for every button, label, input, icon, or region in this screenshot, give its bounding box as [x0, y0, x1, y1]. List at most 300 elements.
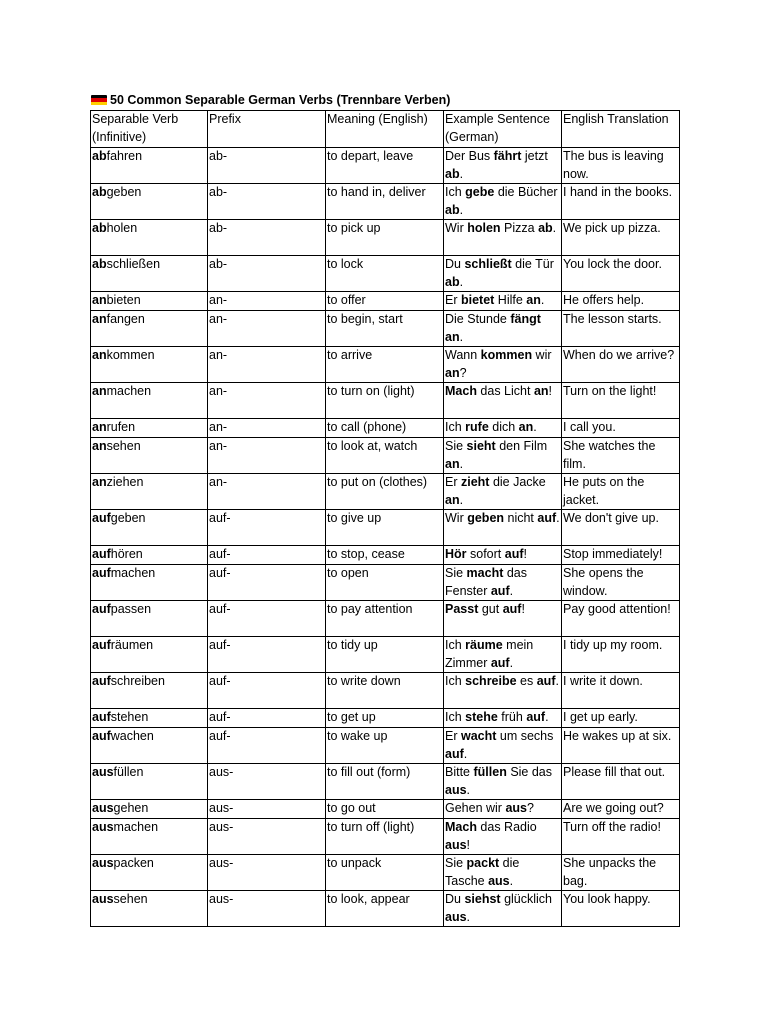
example-bold-word: schließt	[464, 257, 512, 271]
cell-prefix: an-	[208, 311, 326, 347]
example-bold-word: zieht	[460, 475, 490, 489]
example-text: .	[459, 202, 464, 217]
verb-prefix-bold: aus	[92, 856, 114, 870]
example-bold-word: Hör	[445, 547, 467, 561]
example-bold-word: aus	[488, 873, 510, 888]
verb-prefix-bold: ab	[92, 257, 107, 271]
table-row	[91, 474, 680, 510]
cell-verb	[91, 637, 208, 673]
table-body	[91, 148, 680, 927]
cell-example	[444, 819, 562, 855]
example-bold-word: an	[445, 365, 460, 380]
cell-verb	[91, 292, 208, 311]
cell-verb	[91, 709, 208, 728]
cell-verb	[91, 565, 208, 601]
table-row	[91, 673, 680, 709]
verb-stem: machen	[110, 566, 156, 580]
table-row	[91, 728, 680, 764]
cell-prefix: an-	[208, 438, 326, 474]
cell-verb	[91, 855, 208, 891]
cell-example	[444, 601, 562, 637]
table-row	[91, 347, 680, 383]
verb-prefix-bold: auf	[92, 638, 111, 652]
example-text: Hilfe	[494, 293, 527, 307]
example-text: Ich	[445, 185, 466, 199]
table-row	[91, 220, 680, 256]
cell-translation: Stop immediately!	[562, 546, 680, 565]
example-bold-word: aus	[445, 909, 467, 924]
example-text: .	[459, 329, 464, 344]
example-bold-word: auf	[490, 583, 510, 598]
verb-stem: geben	[110, 511, 146, 525]
example-bold-word: siehst	[464, 892, 501, 906]
table-row	[91, 891, 680, 927]
cell-meaning: to get up	[326, 709, 444, 728]
example-text: dich	[488, 420, 519, 434]
cell-verb	[91, 474, 208, 510]
example-text: !	[466, 837, 471, 852]
cell-verb	[91, 819, 208, 855]
example-text: .	[459, 166, 464, 181]
header-prefix: Prefix	[208, 111, 326, 148]
table-row	[91, 419, 680, 438]
cell-prefix: auf-	[208, 637, 326, 673]
example-text: Ich	[445, 674, 466, 688]
table-row	[91, 709, 680, 728]
example-text: den Film	[495, 439, 548, 453]
example-text: .	[533, 420, 537, 434]
header-meaning: Meaning (English)	[326, 111, 444, 148]
table-row	[91, 292, 680, 311]
cell-example	[444, 419, 562, 438]
table-header-row	[91, 111, 680, 148]
example-text: Ich	[445, 710, 466, 724]
table-row	[91, 800, 680, 819]
cell-example	[444, 383, 562, 419]
example-bold-word: auf	[537, 511, 557, 525]
example-bold-word: gebe	[465, 185, 495, 199]
cell-meaning: to fill out (form)	[326, 764, 444, 800]
header-example: Example Sentence (German)	[444, 111, 562, 148]
cell-verb	[91, 673, 208, 709]
cell-translation: He wakes up at six.	[562, 728, 680, 764]
example-text: Die Stunde	[445, 312, 511, 326]
verb-stem: packen	[113, 856, 154, 870]
example-text: .	[459, 274, 464, 289]
verb-prefix-bold: an	[92, 420, 107, 434]
example-bold-word: räume	[465, 638, 503, 652]
cell-example	[444, 347, 562, 383]
example-text: .	[509, 655, 514, 670]
verb-prefix-bold: aus	[92, 892, 114, 906]
verb-prefix-bold: ab	[92, 149, 107, 163]
cell-translation: When do we arrive?	[562, 347, 680, 383]
cell-prefix: aus-	[208, 891, 326, 927]
example-bold-word: wacht	[460, 729, 497, 743]
example-text: .	[545, 710, 549, 724]
cell-example	[444, 256, 562, 292]
verb-stem: stehen	[110, 710, 149, 724]
example-text: Du	[445, 257, 465, 271]
example-text: Sie	[445, 856, 467, 870]
example-text: .	[509, 583, 514, 598]
table-row	[91, 637, 680, 673]
example-bold-word: an	[533, 384, 549, 398]
cell-example	[444, 311, 562, 347]
cell-meaning: to lock	[326, 256, 444, 292]
example-text: Wir	[445, 221, 468, 235]
cell-translation: She watches the film.	[562, 438, 680, 474]
verb-stem: sehen	[113, 892, 148, 906]
cell-translation: We pick up pizza.	[562, 220, 680, 256]
example-text: die Tasche	[445, 856, 520, 888]
cell-translation: Are we going out?	[562, 800, 680, 819]
cell-example	[444, 148, 562, 184]
example-bold-word: ab	[445, 166, 460, 181]
example-text: .	[459, 456, 464, 471]
verb-stem: wachen	[110, 729, 154, 743]
cell-meaning: to go out	[326, 800, 444, 819]
verb-prefix-bold: aus	[92, 801, 114, 815]
example-text: .	[556, 511, 560, 525]
cell-meaning: to open	[326, 565, 444, 601]
verb-prefix-bold: auf	[92, 566, 111, 580]
table-row	[91, 546, 680, 565]
cell-translation: Please fill that out.	[562, 764, 680, 800]
verb-stem: schreiben	[110, 674, 165, 688]
example-text: die Jacke	[489, 475, 546, 489]
cell-verb	[91, 764, 208, 800]
cell-meaning: to pick up	[326, 220, 444, 256]
example-bold-word: an	[445, 329, 460, 344]
verb-prefix-bold: auf	[92, 710, 111, 724]
cell-verb	[91, 220, 208, 256]
document-title-text: 50 Common Separable German Verbs (Trennbare Verben)	[110, 93, 451, 107]
cell-meaning: to call (phone)	[326, 419, 444, 438]
example-text: ?	[527, 801, 534, 815]
verb-prefix-bold: auf	[92, 511, 111, 525]
example-bold-word: fährt	[493, 149, 522, 163]
example-bold-word: macht	[466, 566, 504, 580]
example-bold-word: aus	[505, 801, 527, 815]
verb-prefix-bold: an	[92, 293, 107, 307]
verb-prefix-bold: an	[92, 475, 107, 489]
table-row	[91, 764, 680, 800]
verb-stem: geben	[106, 185, 142, 199]
cell-example	[444, 764, 562, 800]
example-bold-word: holen	[467, 221, 501, 235]
cell-meaning: to pay attention	[326, 601, 444, 637]
example-bold-word: auf	[490, 655, 510, 670]
table-row	[91, 819, 680, 855]
example-text: glücklich	[500, 892, 553, 906]
example-bold-word: bietet	[460, 293, 495, 307]
cell-translation: I hand in the books.	[562, 184, 680, 220]
example-text: .	[459, 492, 464, 507]
cell-verb	[91, 148, 208, 184]
example-bold-word: ab	[445, 202, 460, 217]
verb-stem: passen	[110, 602, 152, 616]
header-translation: English Translation	[562, 111, 680, 148]
example-text: !	[548, 384, 553, 398]
cell-meaning: to tidy up	[326, 637, 444, 673]
cell-prefix: aus-	[208, 819, 326, 855]
example-text: das Licht	[476, 384, 534, 398]
cell-prefix: aus-	[208, 855, 326, 891]
cell-example	[444, 438, 562, 474]
cell-verb	[91, 800, 208, 819]
header-infinitive: Separable Verb (Infinitive)	[91, 111, 208, 148]
example-text: !	[521, 602, 525, 616]
verb-stem: bieten	[106, 293, 141, 307]
table-row	[91, 601, 680, 637]
cell-meaning: to write down	[326, 673, 444, 709]
example-text: .	[466, 782, 471, 797]
cell-meaning: to stop, cease	[326, 546, 444, 565]
example-text: nicht	[504, 511, 538, 525]
example-bold-word: an	[445, 456, 460, 471]
cell-translation: Turn off the radio!	[562, 819, 680, 855]
table-row	[91, 565, 680, 601]
cell-example	[444, 855, 562, 891]
separable-verbs-table	[90, 110, 680, 927]
example-bold-word: geben	[467, 511, 505, 525]
example-bold-word: rufe	[465, 420, 489, 434]
verb-stem: fahren	[106, 149, 143, 163]
verb-prefix-bold: aus	[92, 765, 114, 779]
cell-prefix: auf-	[208, 709, 326, 728]
cell-example	[444, 891, 562, 927]
cell-prefix: ab-	[208, 184, 326, 220]
example-text: ?	[459, 365, 467, 380]
verb-stem: fangen	[106, 312, 145, 326]
example-bold-word: schreibe	[465, 674, 517, 688]
verb-prefix-bold: auf	[92, 602, 111, 616]
german-flag-icon	[91, 95, 107, 106]
cell-translation: I tidy up my room.	[562, 637, 680, 673]
example-text: Wann	[445, 348, 481, 362]
cell-example	[444, 292, 562, 311]
cell-verb	[91, 891, 208, 927]
example-text: .	[466, 909, 471, 924]
cell-example	[444, 510, 562, 546]
example-text: .	[540, 293, 545, 307]
cell-prefix: ab-	[208, 148, 326, 184]
example-text: sofort	[466, 547, 505, 561]
verb-stem: ziehen	[106, 475, 144, 489]
example-bold-word: aus	[445, 837, 467, 852]
example-bold-word: an	[445, 492, 460, 507]
table-row	[91, 256, 680, 292]
verb-prefix-bold: an	[92, 312, 107, 326]
cell-example	[444, 184, 562, 220]
example-text: gut	[478, 602, 503, 616]
table-row	[91, 148, 680, 184]
example-bold-word: auf	[526, 710, 546, 724]
cell-example	[444, 709, 562, 728]
table-row	[91, 383, 680, 419]
verb-stem: füllen	[113, 765, 144, 779]
example-text: Er	[445, 293, 461, 307]
example-bold-word: Mach	[445, 820, 477, 834]
cell-translation: He offers help.	[562, 292, 680, 311]
example-bold-word: packt	[466, 856, 500, 870]
example-bold-word: fängt	[510, 312, 541, 326]
cell-translation: I call you.	[562, 419, 680, 438]
cell-meaning: to look, appear	[326, 891, 444, 927]
example-text: wir	[532, 348, 552, 362]
cell-meaning: to offer	[326, 292, 444, 311]
cell-verb	[91, 438, 208, 474]
example-text: mein Zimmer	[445, 638, 534, 670]
cell-translation: We don't give up.	[562, 510, 680, 546]
cell-meaning: to hand in, deliver	[326, 184, 444, 220]
example-text: früh	[497, 710, 527, 724]
cell-prefix: aus-	[208, 764, 326, 800]
cell-prefix: auf-	[208, 510, 326, 546]
example-text: .	[463, 746, 468, 761]
example-text: Der Bus	[445, 149, 494, 163]
cell-verb	[91, 256, 208, 292]
example-bold-word: auf	[504, 547, 524, 561]
verb-stem: schließen	[106, 257, 161, 271]
cell-meaning: to depart, leave	[326, 148, 444, 184]
example-text: Er	[445, 729, 461, 743]
verb-prefix-bold: auf	[92, 547, 111, 561]
example-text: Er	[445, 475, 461, 489]
example-text: Sie	[445, 439, 467, 453]
cell-translation: Pay good attention!	[562, 601, 680, 637]
example-text: die Bücher	[494, 185, 558, 199]
example-text: jetzt	[521, 149, 548, 163]
cell-prefix: ab-	[208, 256, 326, 292]
verb-stem: gehen	[113, 801, 149, 815]
cell-example	[444, 728, 562, 764]
example-text: .	[552, 221, 557, 235]
verb-prefix-bold: an	[92, 348, 107, 362]
verb-prefix-bold: an	[92, 439, 107, 453]
example-text: um sechs	[496, 729, 554, 743]
verb-prefix-bold: an	[92, 384, 107, 398]
verb-stem: kommen	[106, 348, 155, 362]
example-text: Du	[445, 892, 465, 906]
cell-example	[444, 220, 562, 256]
cell-verb	[91, 311, 208, 347]
cell-translation: You lock the door.	[562, 256, 680, 292]
example-text: Wir	[445, 511, 468, 525]
cell-prefix: an-	[208, 292, 326, 311]
cell-meaning: to look at, watch	[326, 438, 444, 474]
cell-verb	[91, 419, 208, 438]
cell-example	[444, 474, 562, 510]
cell-translation: She opens the window.	[562, 565, 680, 601]
cell-verb	[91, 383, 208, 419]
cell-translation: She unpacks the bag.	[562, 855, 680, 891]
example-bold-word: auf	[445, 746, 464, 761]
cell-translation: I get up early.	[562, 709, 680, 728]
cell-example	[444, 546, 562, 565]
example-bold-word: kommen	[480, 348, 533, 362]
example-bold-word: an	[518, 420, 534, 434]
cell-prefix: an-	[208, 347, 326, 383]
example-bold-word: an	[526, 293, 541, 307]
example-bold-word: ab	[538, 221, 553, 235]
example-text: das Fenster	[445, 566, 528, 598]
cell-meaning: to put on (clothes)	[326, 474, 444, 510]
example-bold-word: auf	[502, 602, 522, 616]
cell-translation: You look happy.	[562, 891, 680, 927]
cell-meaning: to arrive	[326, 347, 444, 383]
verb-stem: sehen	[106, 439, 141, 453]
cell-translation: He puts on the jacket.	[562, 474, 680, 510]
verb-prefix-bold: aus	[92, 820, 114, 834]
cell-prefix: ab-	[208, 220, 326, 256]
example-bold-word: ab	[445, 274, 460, 289]
cell-verb	[91, 510, 208, 546]
table-row	[91, 438, 680, 474]
example-bold-word: aus	[445, 782, 467, 797]
example-text: die Tür	[511, 257, 554, 271]
cell-example	[444, 637, 562, 673]
example-bold-word: stehe	[465, 710, 498, 724]
cell-example	[444, 673, 562, 709]
verb-stem: rufen	[106, 420, 136, 434]
cell-prefix: auf-	[208, 565, 326, 601]
cell-meaning: to turn off (light)	[326, 819, 444, 855]
table-row	[91, 510, 680, 546]
cell-verb	[91, 546, 208, 565]
example-text: Sie	[445, 566, 467, 580]
table-row	[91, 184, 680, 220]
example-text: !	[523, 547, 527, 561]
cell-example	[444, 800, 562, 819]
example-text: .	[555, 674, 559, 688]
cell-translation: Turn on the light!	[562, 383, 680, 419]
verb-stem: hören	[110, 547, 143, 561]
cell-meaning: to unpack	[326, 855, 444, 891]
cell-translation: The bus is leaving now.	[562, 148, 680, 184]
table-row	[91, 311, 680, 347]
cell-prefix: an-	[208, 383, 326, 419]
cell-translation: I write it down.	[562, 673, 680, 709]
document-title	[91, 93, 450, 107]
example-text: Sie das	[506, 765, 553, 779]
verb-stem: holen	[106, 221, 138, 235]
example-bold-word: füllen	[473, 765, 507, 779]
example-bold-word: sieht	[466, 439, 496, 453]
example-text: .	[509, 873, 514, 888]
example-text: Pizza	[500, 221, 539, 235]
cell-verb	[91, 347, 208, 383]
cell-prefix: auf-	[208, 601, 326, 637]
cell-translation: The lesson starts.	[562, 311, 680, 347]
cell-prefix: an-	[208, 419, 326, 438]
cell-prefix: auf-	[208, 546, 326, 565]
example-text: das Radio	[476, 820, 537, 834]
example-text: es	[516, 674, 537, 688]
example-bold-word: Passt	[445, 602, 479, 616]
cell-prefix: auf-	[208, 673, 326, 709]
verb-prefix-bold: auf	[92, 729, 111, 743]
cell-prefix: an-	[208, 474, 326, 510]
cell-verb	[91, 601, 208, 637]
table-row	[91, 855, 680, 891]
cell-prefix: aus-	[208, 800, 326, 819]
verb-stem: machen	[106, 384, 152, 398]
cell-example	[444, 565, 562, 601]
cell-meaning: to begin, start	[326, 311, 444, 347]
cell-meaning: to wake up	[326, 728, 444, 764]
